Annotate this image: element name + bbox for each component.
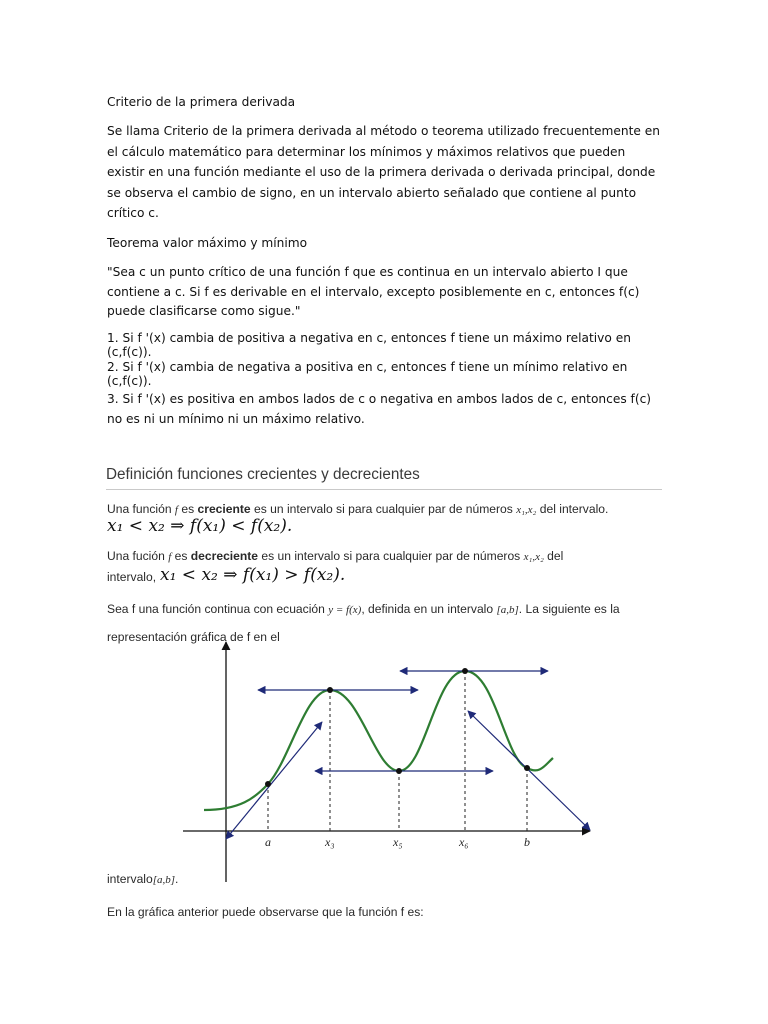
text-pre: Una fución (107, 549, 165, 563)
text-pre: Una función (107, 502, 172, 516)
point-x3 (327, 687, 333, 693)
math-interval-ab: [a,b] (152, 874, 176, 886)
theorem-quote: "Sea c un punto crítico de una función f que es continua en un intervalo abierto I que contiene a c. Si f es derivable en el intervalo, excepto posiblemente en c, entonces f(c) puede clasificarse como sigue." (107, 265, 640, 318)
tangent-at-a (226, 722, 322, 839)
text-sea-pre: Sea f una función continua con ecuación (107, 602, 325, 616)
label-a: a (265, 835, 271, 849)
theorem-item-1: 1. Si f '(x) cambia de positiva a negativa en c, entonces f tiene un máximo relativo en (c,f(c)). (107, 331, 631, 359)
math-f: f (174, 504, 178, 516)
heading-teorema: Teorema valor máximo y mínimo (107, 236, 308, 250)
point-x5 (396, 768, 402, 774)
text-post: es un intervalo si para cualquier par de números (254, 502, 513, 516)
section-title-definicion: Definición funciones crecientes y decrecientes (106, 466, 662, 490)
intervalo-line (107, 872, 178, 886)
point-a (265, 781, 271, 787)
math-interval: [a,b] (496, 604, 519, 616)
text-period: . (175, 872, 179, 886)
text-es: es (181, 502, 195, 516)
repr-line: representación gráfica de f en el (107, 630, 280, 644)
paragraph-criterio: Se llama Criterio de la primera derivada al método o teorema utilizado frecuentemente en el cálculo matemático para determinar los mínimos y máximos relativos que pueden existir en una función mediante el uso de la primera derivada o derivada principal, donde se observa el cambio de signo, en un intervalo abierto señalado que contiene al punto crítico c. (107, 124, 660, 220)
theorem-item-3: 3. Si f '(x) es positiva en ambos lados de c o negativa en ambos lados de c, entonces f(c) no es ni un mínimo ni un máximo relativo. (107, 392, 652, 426)
dashed-guides (268, 671, 527, 831)
label-x5: x₅ (393, 835, 403, 849)
term-creciente: creciente (197, 502, 251, 516)
closing-line: En la gráfica anterior puede observarse que la función f es: (107, 905, 424, 919)
math-f: f (168, 551, 172, 563)
text-tail: del intervalo. (539, 502, 609, 516)
math-eq: y = f(x) (328, 604, 362, 616)
label-x6: x₆ (459, 835, 469, 849)
formula-creciente: x₁ < x₂ ⇒ f(x₁) < f(x₂). (107, 516, 293, 536)
text-post: es un intervalo si para cualquier par de números (261, 549, 521, 563)
text-sea-mid: , definida en un intervalo (361, 602, 494, 616)
math-vars: x₁,x₂ (523, 551, 544, 563)
text-es: es (174, 549, 188, 563)
formula-decreciente: x₁ < x₂ ⇒ f(x₁) > f(x₂). (160, 565, 346, 585)
point-x6 (462, 668, 468, 674)
label-b: b (524, 835, 530, 849)
heading-criterio: Criterio de la primera derivada (107, 95, 296, 109)
text-intervalo: intervalo (107, 872, 153, 886)
text-sea-post: . La siguiente es la (518, 602, 620, 616)
term-decreciente: decreciente (190, 549, 259, 563)
label-x3: x₃ (325, 835, 335, 849)
text-tail: del (547, 549, 564, 563)
math-vars: x₁,x₂ (516, 504, 537, 516)
theorem-item-2: 2. Si f '(x) cambia de negativa a positiva en c, entonces f tiene un mínimo relativo en (c,f(c)). (107, 360, 628, 388)
decreciente-line-2: intervalo, (107, 570, 157, 584)
function-curve (204, 671, 553, 810)
point-b (524, 765, 530, 771)
